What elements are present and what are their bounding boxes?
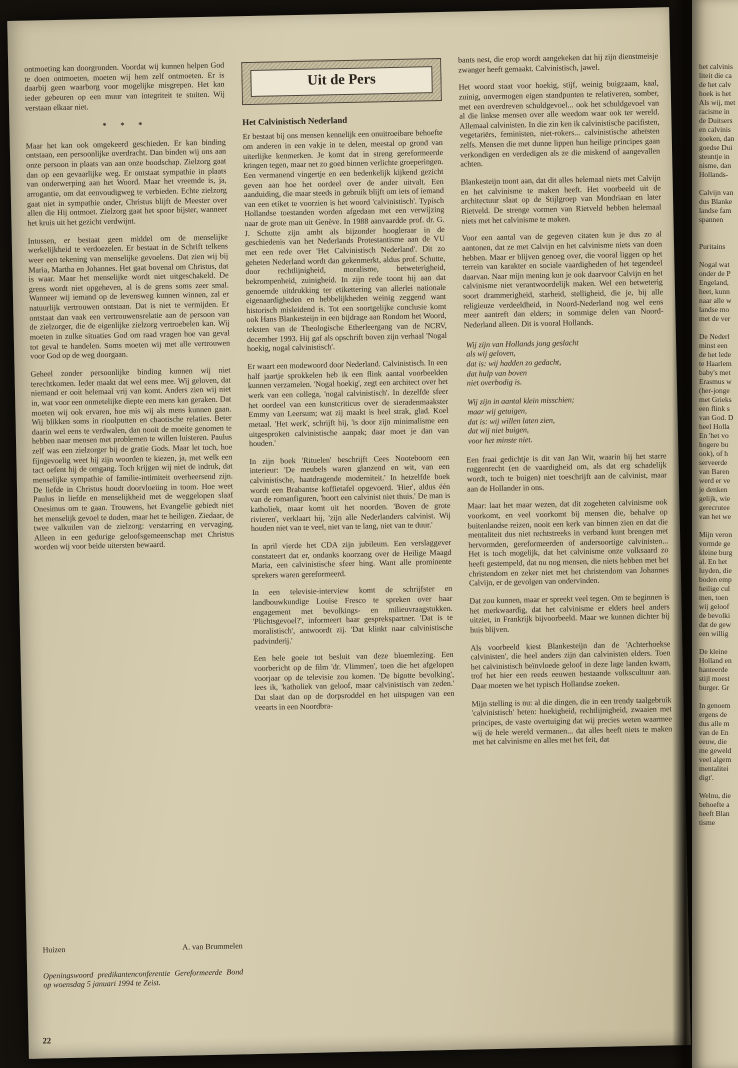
- text-fragment: boden emp: [699, 575, 732, 584]
- section-separator: * * *: [102, 120, 149, 131]
- paragraph: Geheel zonder persoonlijke binding kunnen wij niet terechtkomen. Ieder maakt dat wel eens mee. Wij geloven, dat niemand er ooit helemaal vrij van komt. Anders zien wij niet in, wat voor een onmetelijke diepte een mens kan geraken. Dat moeten wij ook ervaren, hoe mis wij als mens kunnen gaan. Wij blikken soms in rioolputten en chaotische relaties. Beter daarin wel eens te verdwalen, dan nooit de moeite genomen te hebben naar mensen met problemen te willen luisteren. Paulus zelf was een zielzorger bij de gratie Gods. Maar let toch, hoe fijngevoelig weet hij zijn woorden te kiezen, ja, met welk een tact oefent hij de omgang. Toch krijgen wij niet de indruk, dat menselijke sympathie of familie-intimiteit overheersend zijn. De liefde in Christus houdt doorvloeiing in toom. Hoe weet Paulus in liefde en menselijkheid met de weggelopen slaaf Onesimus om te gaan. Trouwens, het Evangelie gebiedt niet het menselijk gevoel te doden, maar het te heiligen. Ziedaar, de twee valkuilen van de zielzorg: verstarring en vervaging. Alleen in een gedurige geloofsgemeenschap met Christus worden wij voor beide uitersten bewaard.: [30, 365, 235, 553]
- text-fragment: Engeland,: [699, 278, 729, 287]
- text-fragment: een willig: [699, 629, 729, 638]
- text-fragment: dat de gew: [699, 620, 732, 629]
- text-fragment: Mijn veron: [699, 530, 733, 539]
- intro-paragraphs: [24, 61, 225, 121]
- column-right: [458, 51, 678, 1023]
- text-fragment: behoefte a: [699, 800, 730, 809]
- body-paragraphs: [26, 137, 235, 560]
- text-fragment: stijl moest: [699, 674, 730, 683]
- text-fragment: kleine burg: [699, 548, 733, 557]
- text-fragment: ergens de: [699, 710, 727, 719]
- text-fragment: werd er ve: [699, 476, 731, 485]
- text-fragment: naar alle w: [699, 296, 732, 305]
- text-fragment: burger. Gr: [699, 683, 730, 692]
- poem-line: maar wij getuigen,: [467, 406, 527, 417]
- paragraph: Het woord staat voor hoekig, stijf, weinig buigzaam, kaal, zuinig, onvermogen eigen standpunten te relativeren, somber, met een overdreven schuldgevoel... ook het schuldgevoel van al die linkse mensen over alle weedom waar ook ter wereld. Allemaal calvinisten. In die zin ken ik calvinistische pacifisten, vegetariërs, feministen, niet-rokers... calvinistische atheïsten zelfs. Mensen die met dunne lippen hun heilige principes gaan verkondigen en verdedigen als ze die miskend of aangevallen achten.: [458, 78, 661, 169]
- poem-line: dat hulp van boven: [466, 367, 528, 379]
- text-fragment: van God. D: [699, 413, 734, 422]
- poem-line: dat is: wij willen laten zien,: [467, 415, 556, 427]
- text-fragment: veel algem: [699, 755, 732, 764]
- article-paragraphs-col3-bottom: [466, 451, 672, 755]
- magazine-left-page: [7, 7, 691, 1059]
- text-fragment: heet, kunn: [699, 287, 730, 296]
- text-fragment: de het lede: [699, 350, 732, 359]
- paragraph: Intussen, er bestaat geen middel om de menselijke werkelijkheid te verdoezelen. Er bestaat in de Schrift telkens weer een tekening van menselijke gevoelens. Dat zien wij bij Maria, Martha en Johannes. Het gaat bovenal om Christus, dat is waar. Maar het menselijke wordt niet uitgeschakeld. De grens wordt niet opgeheven, al is de grens soms zeer smal. Wanneer wij iemand op de levensweg kunnen winnen, zal er natuurlijk vertrouwen ontstaan. Dat is niet te vermijden. Er ontstaat dan vaak een vertrouwensrelatie aan de persoon van de zielzorger, die de eigenlijke zielzorg vertroebelen kan. Wij moeten in zulke situaties God om raad vragen hoe van geval tot geval te handelen. Soms moeten wij met alle vertrouwen voor God op de weg doorgaan.: [27, 232, 231, 361]
- text-fragment: Calvijn van: [699, 188, 734, 197]
- text-fragment: De kleine: [699, 647, 728, 656]
- paragraph: Maar: laat het maar wezen, dat dit zogeheten calvinisme ook voorkomt, en veel voorkomt bij mensen die, behalve op buitenlandse reizen, nooit een kerk van binnen zien en dat die mentaliteit dus niet rechtstreeks in verband kunt brengen met hervormden, gereformeerden of andersoortige calvinisten... Het is toch mogelijk, dat het calvinisme onze volksaard zo heeft gestempeld, dat nu nog mensen, die niets hebben met het christendom en zeker niet met het christendom van Johannes Calvijn, er de gevolgen van ondervinden.: [467, 497, 669, 588]
- text-fragment: [699, 692, 738, 701]
- text-fragment: tisme: [699, 818, 716, 827]
- text-fragment: een flink s: [699, 404, 730, 413]
- paragraph: In zijn boek 'Rituelen' beschrijft Cees Nooteboom een interieur: 'De meubels waren glanzend en wit, van een calvinistische, haatdragende moderniteit.' In hetzelfde boek wordt een Brabantse koffietafel opgevoerd. 'Hier', aldus één van de romanfiguren, 'hoort een calvinist niet thuis.' De man is katholiek, maar komt uit het noorden. 'Boven de grote rivieren', verklaart hij, 'zijn alle Nederlanders calvinist. Wij houden niet van te veel, niet van te lang, niet van te duur.': [249, 452, 451, 534]
- text-fragment: hoek is het: [699, 89, 732, 98]
- page-number: 22: [42, 1035, 52, 1046]
- text-fragment: men, toen: [699, 593, 729, 602]
- text-fragment: met Grieks: [699, 395, 732, 404]
- text-fragment: minst een: [699, 341, 728, 350]
- text-fragment: steuntje in: [699, 152, 730, 161]
- text-fragment: (her-jonge: [699, 386, 730, 395]
- paragraph: Mijn stelling is nu: al die dingen, die in een trendy taalgebruik 'calvinistisch' heten: hoekigheid, rechtlijnigheid, zwaaien met principes, de vaste overtuiging dat wij precies weten waarmee wij de hele wereld vermanen... dat alles heeft niets te maken met het calvinisme en alles met het feit, dat: [471, 695, 673, 747]
- poem: [466, 336, 666, 446]
- text-fragment: liteit die ca: [699, 71, 732, 80]
- text-fragment: met de ver: [699, 314, 731, 323]
- text-fragment: ook), of h: [699, 449, 728, 458]
- section-title: Uit de Pers: [250, 66, 433, 96]
- poem-line: dat is: wij hadden zo gedacht,: [466, 357, 562, 369]
- poem-line: voor het minste niet.: [468, 435, 533, 446]
- text-fragment: heel Holla: [699, 422, 730, 431]
- text-fragment: [699, 251, 738, 260]
- text-fragment: [699, 521, 738, 530]
- article-paragraphs-col3-top: [458, 51, 664, 338]
- text-fragment: Hollands-: [699, 170, 729, 179]
- text-fragment: landse fam: [699, 206, 732, 215]
- text-fragment: digt'.: [699, 773, 714, 782]
- paragraph: Als voorbeeld kiest Blankesteijn dan de 'Achterhoekse calvinisten', die heel anders zijn dan calvinisten elders. Toen het calvinistisch beïnvloede geloof in deze lage landen kwam, trof het hier een reeds eeuwen bestaande volkscultuur aan. Daar moeten we het typisch Hollandse zoeken.: [470, 638, 672, 691]
- text-fragment: me geweld: [699, 746, 732, 755]
- article-paragraphs-col2: [243, 128, 455, 720]
- article-title: Het Calvinistisch Nederland: [242, 114, 348, 127]
- text-fragment: serveerde: [699, 458, 728, 467]
- text-fragment: al. En het: [699, 557, 728, 566]
- paragraph: Een hele goeie tot besluit van deze bloemlezing. Een voorbericht op de film 'dr. Vlimmen', toen die het afgelopen voorjaar op de televisie zou komen. 'De bigotte bevolking', lees ik, 'katholiek van geloof, maar calvinistisch van zeden.' Dat slaat dan op de dorpsroddel en het uitspugen van een veearts in een Noordbra-: [253, 650, 455, 712]
- text-fragment: Holland en: [699, 656, 732, 665]
- text-fragment: Welnu, die: [699, 791, 731, 800]
- signature-place: Huizen: [42, 945, 66, 955]
- text-fragment: Nogal wat: [699, 260, 730, 269]
- paragraph: ontmoeting kan doorgronden. Voordat wij kunnen helpen God te doen ontmoeten, moeten wij hem zelf ontmoeten. Er is daarbij geen waarborg voor mogelijke misgrepen. Het kan ieder gebeuren op een muur van integriteit te stuiten. Wij verstaan elkaar niet.: [24, 60, 225, 113]
- paragraph: Een fraai gedichtje is dit van Jan Wit, waarin hij het starre ruggenrecht (en de vaardigheid om, als dat erg schadelijk wordt, toch te buigen) niet toeschrijft aan de calvinist, maar aan de Hollander in ons.: [466, 450, 667, 494]
- text-fragment: In genoem: [699, 701, 731, 710]
- paragraph: Dat zou kunnen, maar er spreekt veel tegen. Om te beginnen is het merkwaardig, dat het calvinisme er elders heel anders uitziet, in Frankrijk bijvoorbeeld. Maar we kunnen dichter bij huis blijven.: [469, 592, 670, 635]
- paragraph: Er waart een modewoord door Nederland. Calvinistisch. In een half jaartje sprokkelen heb ik een flink aantal voorbeelden kunnen verzamelen. 'Nogal hoekig', zegt een architect over het werk van een collega, 'nogal calvinistisch'. In dezelfde sfeer het oordeel van een kunstcriticus over de sieradenmaakster Emmy van Leersum; wat zij maakt is heel strak, glad. Koel metaal. 'Het werk', schrijft hij, 'is door zijn minimalisme een uitgesproken calvinistische aanpak; daar moet je dan van houden.': [247, 357, 449, 449]
- text-fragment: je denken: [699, 485, 728, 494]
- text-fragment: onder de P: [699, 269, 731, 278]
- text-fragment: gelijk, wie: [699, 494, 731, 503]
- text-fragment: [699, 224, 738, 233]
- text-fragment: dus Blanke: [699, 197, 733, 206]
- text-fragment: Erasmus w: [699, 377, 732, 386]
- text-fragment: baby's met: [699, 368, 731, 377]
- paragraph: In april vierde het CDA zijn jubileum. Een verslaggever constateert dat er, ondanks koorzang over de Heilige Maagd Maria, een calvinistische sfeer hing. Want alle prominente sprekers waren gereformeerd.: [251, 537, 452, 580]
- text-fragment: Als wij, met: [699, 98, 736, 107]
- magazine-right-page-edge: [692, 0, 738, 1068]
- text-fragment: dus alle m: [699, 719, 730, 728]
- column-middle: [241, 56, 461, 1028]
- text-fragment: [699, 233, 738, 242]
- column-spacer: [35, 557, 243, 946]
- text-fragment: landse mo: [699, 305, 730, 314]
- text-fragment: van Baren: [699, 467, 730, 476]
- text-fragment: zoeken, dan: [699, 134, 735, 143]
- text-fragment: vormde ge: [699, 539, 731, 548]
- paragraph: In een televisie-interview komt de schrijfster en landbouwkundige Louise Fresco te spreken over haar engagement met bevolkings- en milieuvraagstukken. 'Plichtsgevoel?', informeert haar gesprekspartner. 'Dat is te moralistisch', antwoordt zij. 'Dat klinkt naar calvinistische padvinderij.': [252, 584, 454, 646]
- paragraph: Voor een aantal van de gegeven citaten kun je dus zo al aantonen, dat ze met Calvijn en het calvinisme niets van doen hebben. Maar er blijven genoeg over, die vooral liggen op het terrein van karakter en sociale vaardigheden of het tegendeel daarvan. Naar mijn mening kun je ook daarvoor Calvijn en het calvinisme niet verantwoordelijk maken. Wel een betweterig soort drammerigheid, starheid, stelligheid, die je, bij alle religieuze verdeeldheid, in Noord-Nederland nog wel eens meer aantreft dan elders; in sommige delen van Noord-Nederland alleen. Dit is vooral Hollands.: [461, 229, 664, 330]
- paragraph: Er bestaat bij ons mensen kennelijk een onuitroeibare behoefte om anderen in een vakje in te delen, meestal op grond van uiterlijke kenmerken. Je komt dat in streng gereformeerde kringen tegen, maar net zo goed binnen verlichte groeperingen. Een vermanend vingertje en een bedenkelijk kijkend gezicht geven aan hoe het oordeel over de ander uitvalt. Een aanduiding, die maar steeds in gebruik blijft om iets of iemand van een etiket te voorzien is het woord 'calvinistisch'. Typisch Hollandse toestanden worden afgedaan met een verwijzing naar de grote man uit Genève. In 1988 aanvaardde prof. dr. G. J. Schutte zijn ambt als bijzonder hoogleraar in de geschiedenis van het Nederlands Protestantisme aan de VU met een rede over 'Het Calvinistisch Nederland'. Dit zo geheten Nederland wordt dan gekenmerkt, aldus prof. Schutte, door rechtlijnigheid, moralisme, betweterigheid, bekrompenheid, zuinigheid. In zijn rede toont hij aan dat genoemde uitdrukking ter etikettering van allerlei nationale eigenaardigheden en hebbelijkheden weinig zeggend want historisch misleidend is. Tot een soortgelijke conclusie komt ook Hans Blankesteijn in een bijdrage aan Rondom het Woord, teksten van de Theologische Etherleergang van de NCRV, december 1993. Hij gaf als opschrift boven zijn verhaal 'Nogal hoekig, nogal calvinistisch'.: [242, 128, 447, 354]
- poem-line: niet overbodig is.: [466, 377, 522, 388]
- clipped-text-column: [692, 0, 738, 827]
- text-fragment: heilige cul: [699, 584, 730, 593]
- text-fragment: de bevolki: [699, 611, 730, 620]
- paragraph: Blankesteijn toont aan, dat dit alles helemaal niets met Calvijn en het calvinisme te maken heeft. Het voorbeeld uit de architectuur slaat op de Stijlgroep van Mondriaan en later Rietveld. De strenge vormen van Rietveld hebben helemaal niets met het calvinisme te maken.: [460, 173, 662, 226]
- paragraph: Maar het kan ook omgekeerd geschieden. Er kan binding ontstaan, een persoonlijke overdracht. Dan binden wij ons aan onze persoon in plaats van aan onze boodschap. Zielzorg gaat dan op een gevaarlijke weg. Er ontstaat sympathie in plaats van onderwerping aan het Woord. Maar het vreemde is, ja, arrogantie, om dat eenvoudigweg te verbieden. Echte zielzorg gaat niet in sympathie onder, Christus blijft de Meester over allen die Hij ontmoet. Zielzorg gaat het spoor bijster, wanneer het kruis uit het gezicht verdwijnt.: [25, 137, 228, 228]
- paragraph: bants nest, die erop wordt aangekeken dat hij zijn dienstmeisje zwanger heeft gemaakt. Calvinistisch, jawel.: [458, 51, 659, 75]
- text-fragment: wij geloof: [699, 602, 730, 611]
- signature-name: A. van Brummelen: [182, 941, 243, 952]
- text-fragment: nisme, dan: [699, 161, 732, 170]
- text-fragment: en calvinis: [699, 125, 731, 134]
- text-fragment: heeft Blan: [699, 809, 730, 818]
- text-fragment: goedse Dui: [699, 143, 733, 152]
- text-fragment: het calvinis: [699, 62, 733, 71]
- text-fragment: hanteerde: [699, 665, 728, 674]
- section-header-box: [241, 58, 442, 105]
- text-fragment: spannen: [699, 215, 724, 224]
- poem-line: als wij geloven,: [466, 348, 516, 359]
- footnote: Openingswoord predikantenconferentie Gereformeerde Bond op woensdag 5 januari 1994 te Zeist.: [43, 967, 244, 990]
- poem-line: Wij zijn in aantal klein misschien;: [467, 395, 575, 407]
- text-fragment: Puritains: [699, 242, 726, 251]
- poem-line: Wij zijn van Hollands jong geslacht: [465, 337, 579, 350]
- text-fragment: eeuw, die: [699, 737, 727, 746]
- text-fragment: [699, 323, 738, 332]
- text-fragment: te Haarlem: [699, 359, 732, 368]
- text-fragment: En 'het vo: [699, 431, 729, 440]
- text-fragment: De Nederl: [699, 332, 730, 341]
- text-fragment: gerecrutee: [699, 503, 730, 512]
- text-fragment: hogere bu: [699, 440, 729, 449]
- text-fragment: luyden, die: [699, 566, 732, 575]
- text-fragment: [699, 782, 738, 791]
- text-fragment: van de En: [699, 728, 729, 737]
- text-fragment: mentalitei: [699, 764, 729, 773]
- text-fragment: [699, 638, 738, 647]
- text-fragment: van het we: [699, 512, 732, 521]
- column-left: [24, 61, 244, 1033]
- poem-line: dat wij niet buigen,: [467, 425, 529, 436]
- text-fragment: de het calv: [699, 80, 732, 89]
- text-fragment: racisme in: [699, 107, 730, 116]
- page-columns: [24, 51, 678, 1032]
- text-fragment: [699, 179, 738, 188]
- text-fragment: de Duitsers: [699, 116, 733, 125]
